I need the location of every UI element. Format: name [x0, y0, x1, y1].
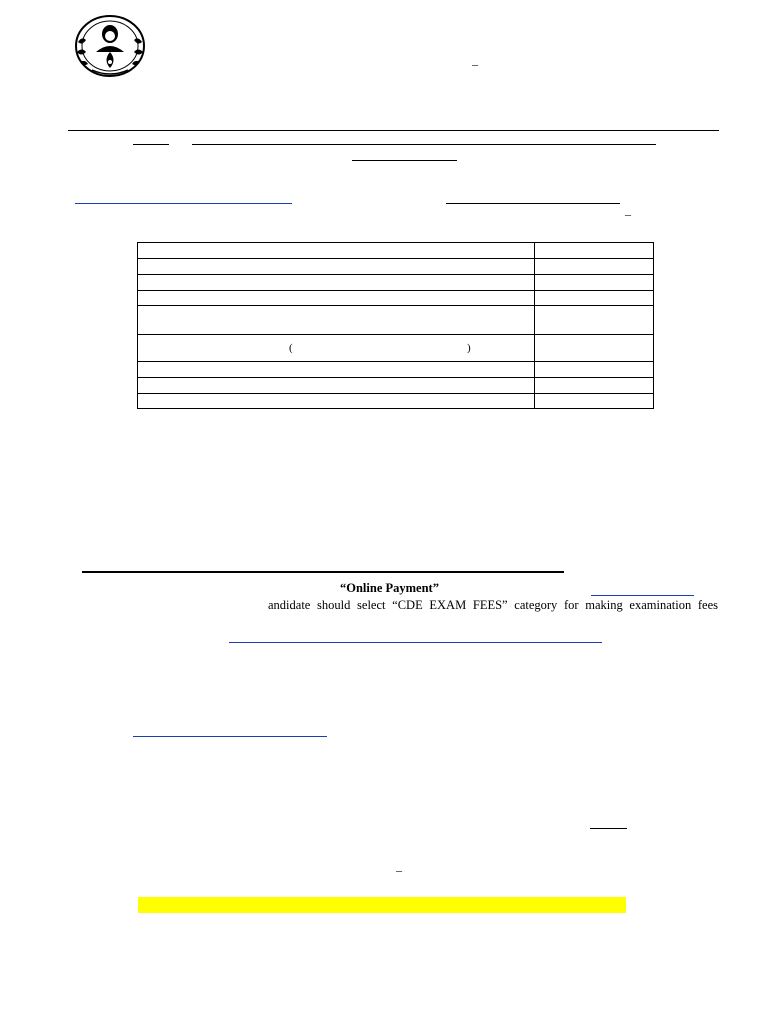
university-logo [70, 12, 150, 82]
fee-description-cell [138, 394, 535, 409]
table-row [138, 275, 654, 291]
header-rule [68, 130, 719, 131]
fee-table [137, 242, 654, 409]
fee-amount-cell [535, 394, 654, 409]
website-link[interactable] [75, 203, 292, 204]
highlighted-notice-bar [138, 897, 626, 913]
fee-description-cell [138, 335, 535, 362]
fee-amount-cell [535, 362, 654, 378]
subheading-underline [352, 160, 457, 161]
heading-underline-short [133, 144, 169, 145]
fee-amount-cell [535, 378, 654, 394]
fee-amount-cell [535, 243, 654, 259]
fee-amount-cell [535, 259, 654, 275]
fee-description-cell [138, 306, 535, 335]
fee-amount-cell [535, 306, 654, 335]
heading-underline-long [192, 144, 656, 145]
footer-dash: – [396, 863, 402, 877]
table-row [138, 259, 654, 275]
fee-amount-cell [535, 291, 654, 306]
payment-instructions-link[interactable] [229, 642, 602, 643]
online-payment-label: “Online Payment” [340, 581, 439, 595]
fee-description-cell [138, 291, 535, 306]
fee-description-cell [138, 378, 535, 394]
contact-link[interactable] [133, 736, 327, 737]
fee-description-cell [138, 259, 535, 275]
payment-section-rule [82, 571, 564, 573]
emphasis-underline [590, 828, 627, 829]
fee-description-cell [138, 275, 535, 291]
fee-description-cell [138, 243, 535, 259]
fee-amount-cell [535, 335, 654, 362]
payment-portal-link[interactable] [591, 595, 694, 596]
table-row [138, 378, 654, 394]
cde-exam-fees-instruction: andidate should select “CDE EXAM FEES” category for making examination fees [268, 598, 718, 612]
open-paren: ( [289, 342, 293, 354]
table-row [138, 362, 654, 378]
table-row [138, 335, 654, 362]
table-row [138, 394, 654, 409]
close-paren: ) [467, 342, 471, 354]
table-row [138, 291, 654, 306]
fee-amount-cell [535, 275, 654, 291]
reference-underline [446, 203, 620, 204]
table-row [138, 306, 654, 335]
reference-dash: – [625, 207, 631, 221]
header-dash: – [472, 57, 478, 71]
table-row [138, 243, 654, 259]
fee-description-cell [138, 362, 535, 378]
university-emblem-icon [70, 12, 150, 82]
